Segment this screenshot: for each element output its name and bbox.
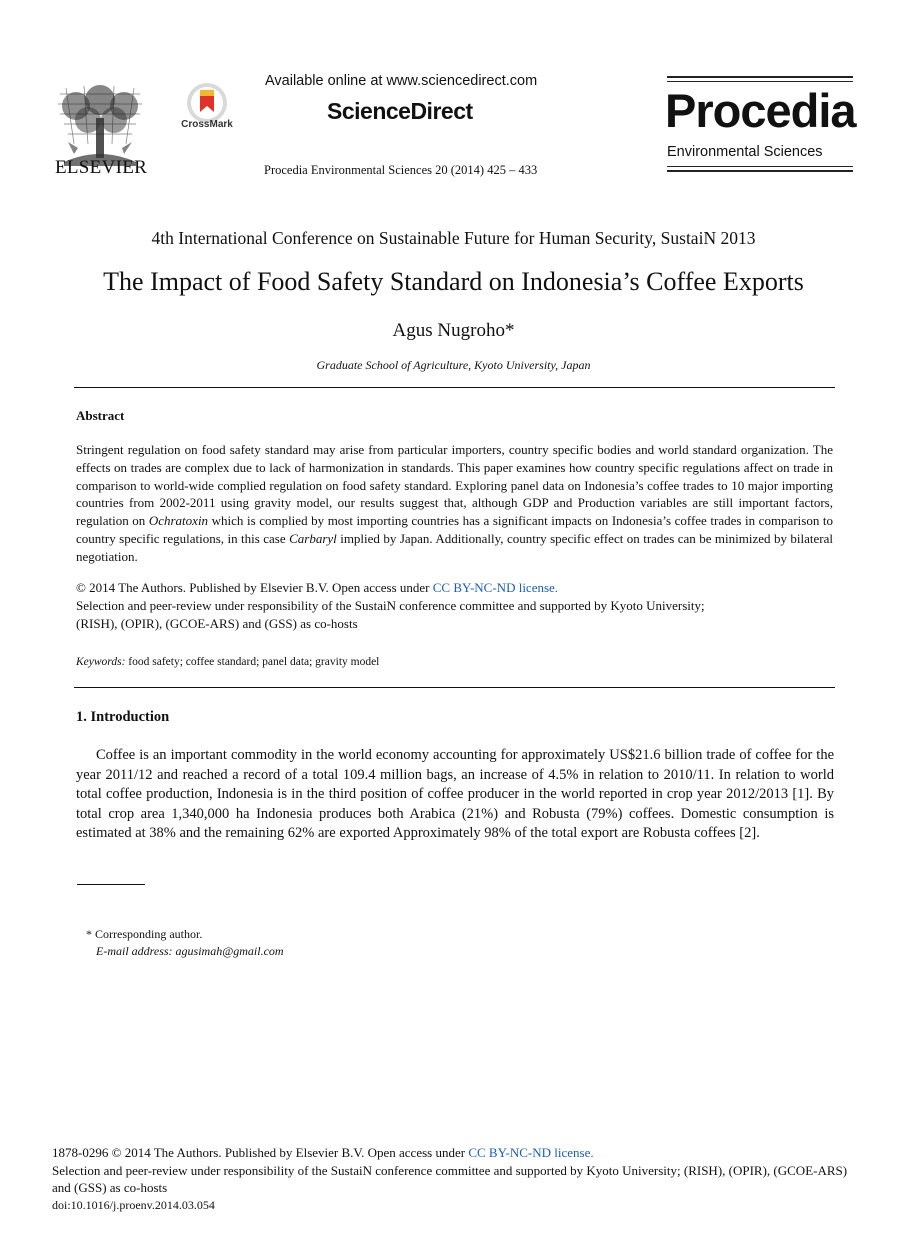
author-affiliation: Graduate School of Agriculture, Kyoto University, Japan (316, 358, 591, 372)
abstract-body (76, 441, 833, 566)
author-name: Agus Nugroho* (392, 320, 515, 341)
license-link[interactable]: CC BY-NC-ND license. (432, 580, 559, 595)
copyright-text: © 2014 The Authors. Published by Elsevier B.V. Open access under (76, 580, 433, 595)
footnote-divider (77, 884, 145, 885)
bottom-license-block (52, 1144, 867, 1214)
abstract-term-carbaryl: Carbaryl (289, 530, 337, 546)
procedia-top-rule (667, 76, 853, 78)
procedia-bottom-rule-thin (667, 166, 853, 167)
email-label: E-mail address: (96, 944, 173, 958)
keywords-text: food safety; coffee standard; panel data; gravity model (125, 656, 380, 668)
introduction-heading: 1. Introduction (76, 709, 170, 725)
sciencedirect-wordmark: ScienceDirect (327, 98, 473, 124)
journal-reference: Procedia Environmental Sciences 20 (2014) 425 – 433 (264, 163, 538, 177)
introduction-paragraph: Coffee is an important commodity in the world economy accounting for approximately US$21.6 billion trade of coffee for the year 2011/12 and reached a record of a total 109.4 million bags, an increase of 4.5% in relation to 2010/11. In relation to world total coffee production, Indonesia is in the third position of coffee producer in the world reported in crop year 2012/2013 [1]. By total crop area 1,340,000 ha Indonesia produces both Arabica (21%) and Robusta (79%) coffees. Domestic consumption is estimated at 38% and the remaining 62% are exported Approximately 98% of the total export are Robusta coffees [2]. (76, 747, 834, 842)
keywords-label: Keywords: (76, 656, 126, 668)
procedia-top-rule-thin (667, 81, 853, 82)
elsevier-wordmark: ELSEVIER (55, 157, 148, 178)
copyright-line-1 (76, 579, 833, 597)
keywords (76, 656, 379, 668)
doi[interactable]: doi:10.1016/j.proenv.2014.03.054 (52, 1197, 215, 1212)
abstract-heading: Abstract (76, 408, 125, 423)
introduction-body (76, 746, 834, 844)
copyright-line-3: (RISH), (OPIR), (GCOE-ARS) and (GSS) as co-hosts (76, 616, 358, 631)
procedia-bottom-rule (667, 170, 853, 172)
corresponding-author-note: * Corresponding author. (86, 927, 203, 941)
bottom-line-1 (52, 1144, 867, 1162)
abstract-term-ochratoxin: Ochratoxin (148, 513, 209, 529)
procedia-subtitle: Environmental Sciences (667, 144, 823, 160)
crossmark-label: CrossMark (181, 119, 233, 130)
abstract-text-2: which is complied by most importing countries has a significant impacts on Indonesia’s coffee trades in comparison to country specific regulations, in this case (76, 513, 833, 546)
bottom-license-link[interactable]: CC BY-NC-ND license. (468, 1145, 594, 1160)
abstract-text-3: implied by Japan. Additionally, country specific effect on trades can be minimized by bilateral negotiation. (76, 530, 833, 564)
email-address[interactable]: agusimah@gmail.com (172, 944, 284, 958)
author-email (96, 944, 284, 959)
procedia-wordmark: Procedia (665, 84, 856, 137)
copyright-notice (76, 579, 833, 633)
abstract-top-divider (74, 387, 835, 388)
copyright-line-2: Selection and peer-review under responsibility of the SustaiN conference committee and supported by Kyoto University; (76, 598, 705, 613)
conference-name: 4th International Conference on Sustainable Future for Human Security, SustaiN 2013 (151, 228, 756, 248)
abstract-bottom-divider (74, 687, 835, 688)
paper-title: The Impact of Food Safety Standard on Indonesia’s Coffee Exports (103, 267, 804, 296)
bottom-review-note: Selection and peer-review under responsibility of the SustaiN conference committee and supported by Kyoto University; (RISH), (OPIR), (GCOE-ARS) and (GSS) as co-hosts (52, 1162, 848, 1196)
abstract-text-1: Stringent regulation on food safety standard may arise from particular importers, country specific bodies and world standard organization. The effects on trades are complex due to lack of harmonization in standards. This paper examines how country specific regulations affect on trade in comparison to world-wide complied regulation on food safety standard. Exploring panel data on Indonesia’s coffee trades to 10 major importing countries from 2002-2011 using gravity model, our results suggest that, although GDP and Production variables are still important factors, regulation on (76, 442, 833, 529)
available-online-text: Available online at www.sciencedirect.com (265, 73, 538, 89)
issn-copyright: 1878-0296 © 2014 The Authors. Published by Elsevier B.V. Open access under (52, 1145, 469, 1160)
